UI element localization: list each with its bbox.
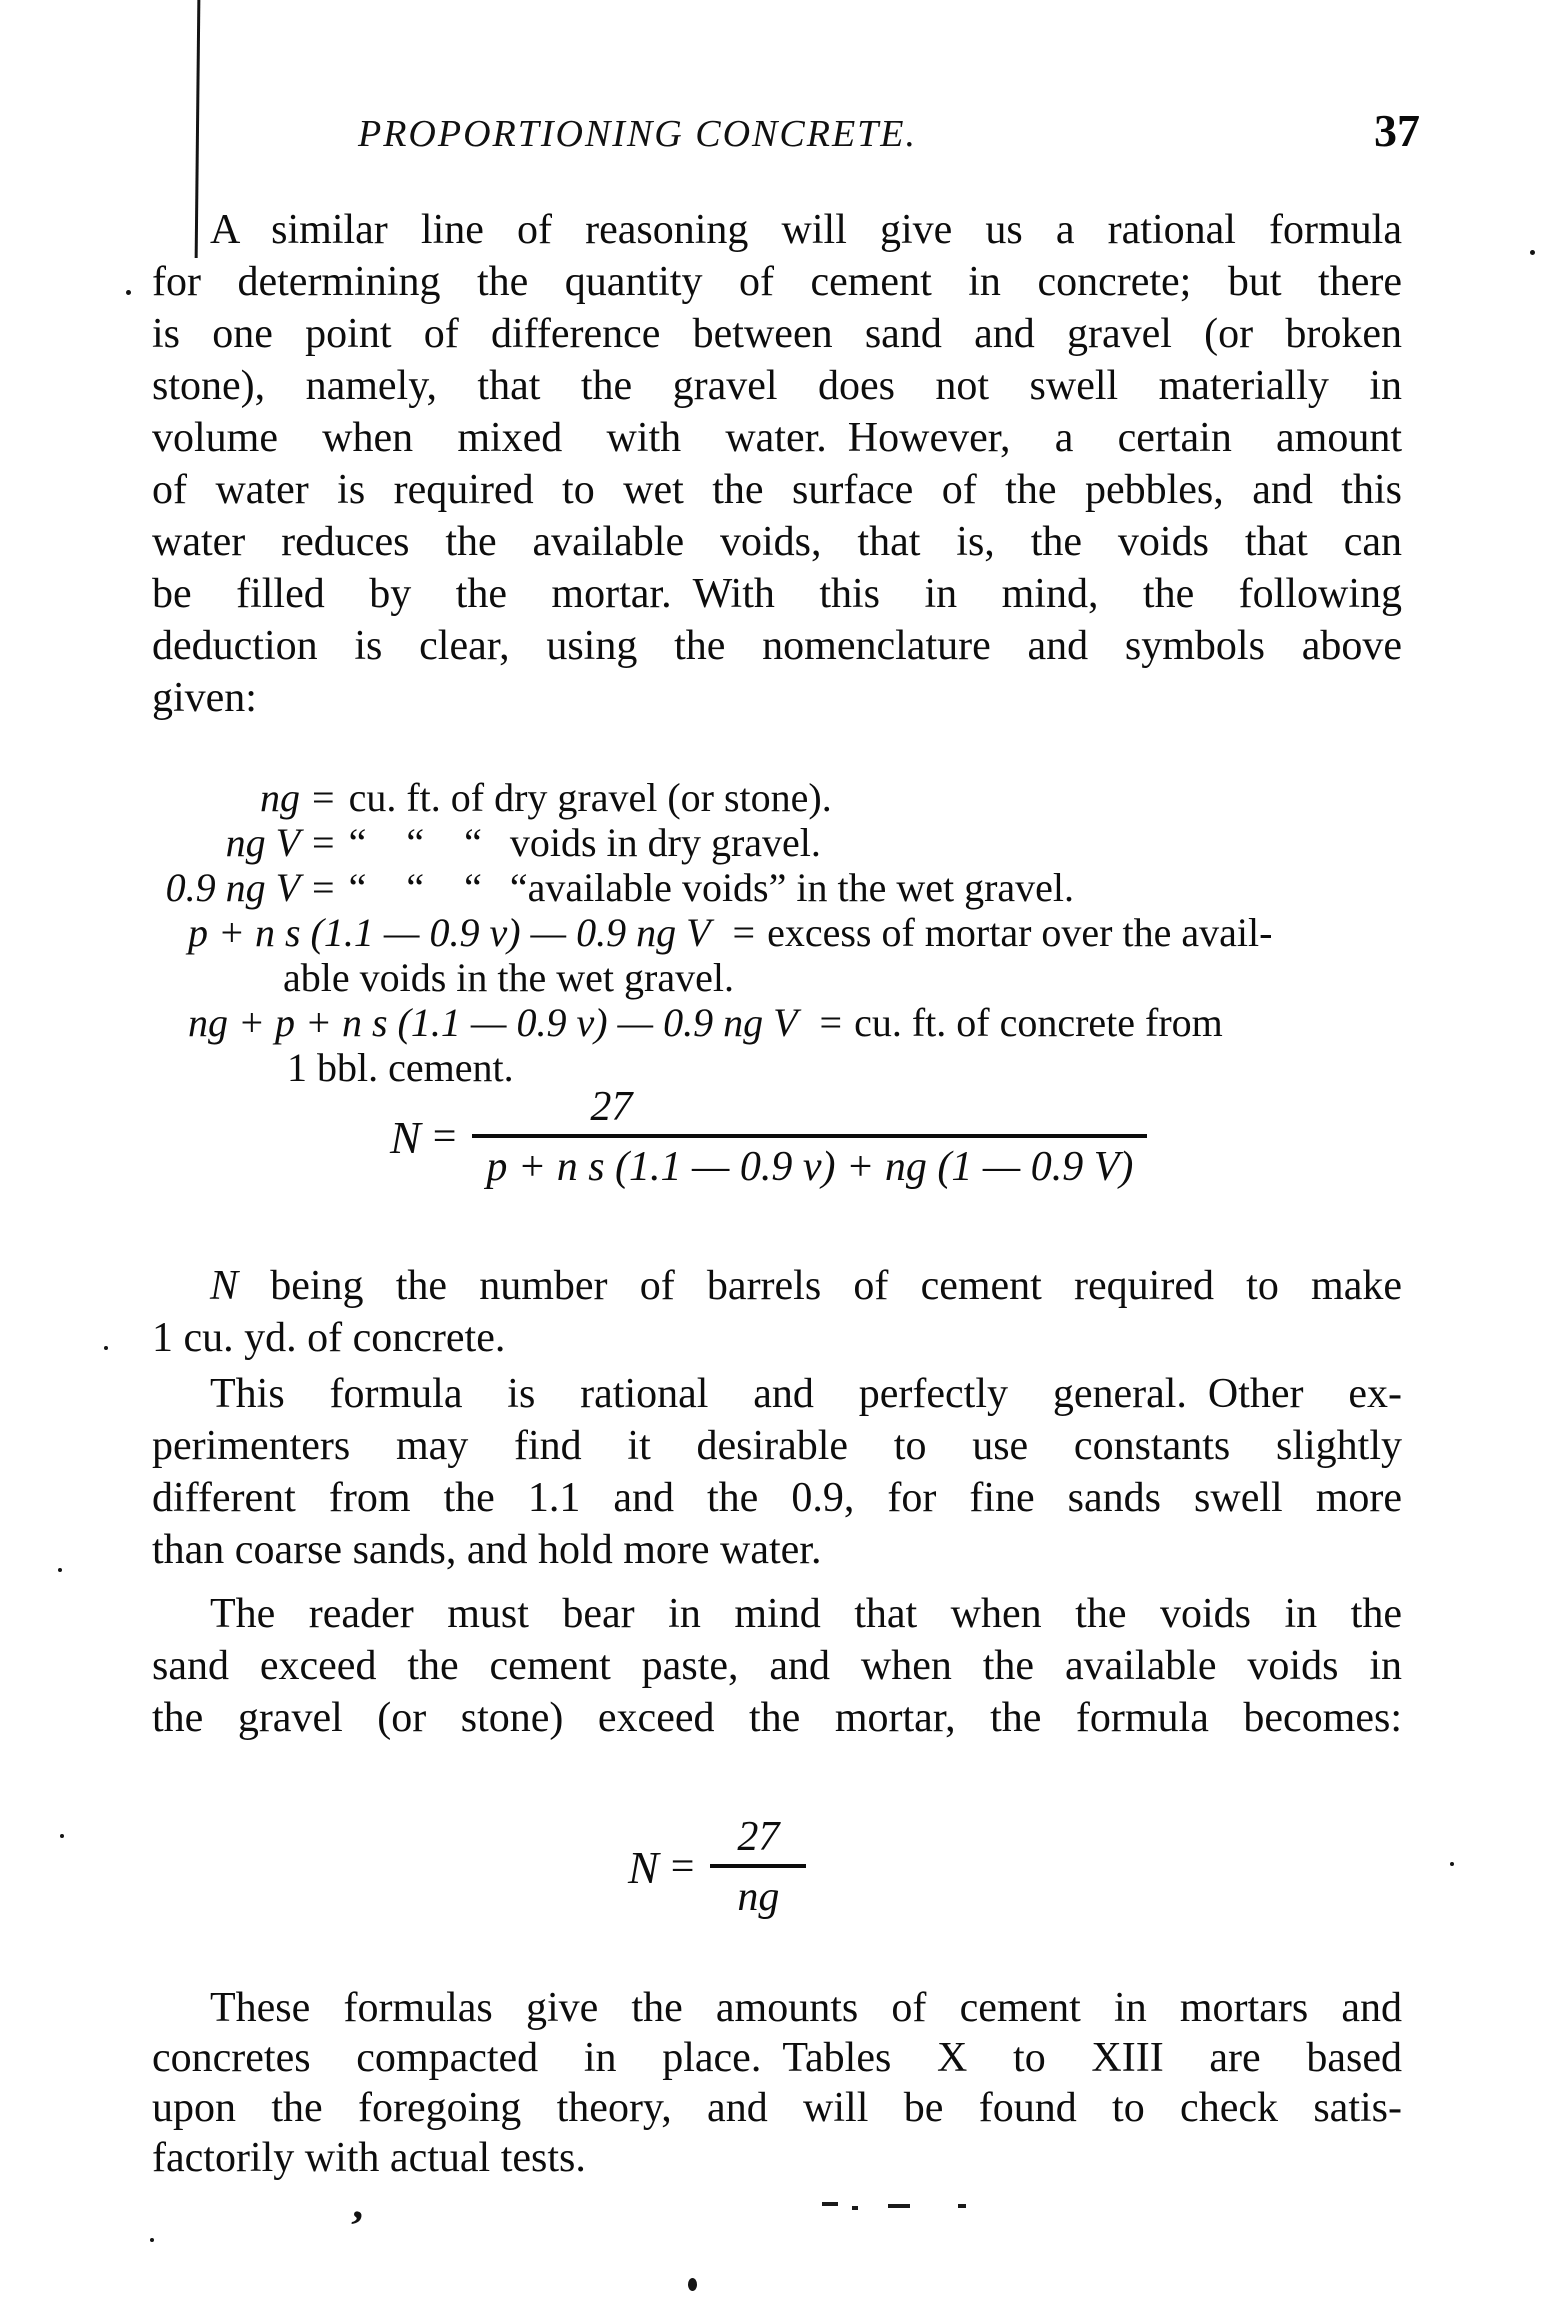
paragraph-intro	[152, 204, 1402, 724]
fraction-bar	[710, 1864, 806, 1868]
text-line: different from the 1.1 and the 0.9, for fine sands swell more	[152, 1475, 1402, 1521]
scan-artifact-dash	[958, 2204, 966, 2208]
paragraph-n-definition	[152, 1260, 1402, 1364]
math-symbol-N: N	[390, 1111, 421, 1163]
math-expression: p + n s (1.1 — 0.9 v) — 0.9 ng V	[188, 910, 711, 955]
equation-line	[188, 1000, 1450, 1045]
page-number: 37	[1374, 105, 1420, 156]
text-line: of water is required to wet the surface of the pebbles, and this	[152, 467, 1402, 513]
math-symbol-N: N	[628, 1841, 659, 1893]
definition-text: excess of mortar over the avail-	[767, 910, 1273, 955]
fraction-numerator: 27	[590, 1084, 633, 1130]
text-line: The reader must bear in mind that when the voids in the	[210, 1591, 1402, 1637]
text-line: stone), namely, that the gravel does not swell materially in	[152, 363, 1402, 409]
text-line: volume when mixed with water. However, a certain amount	[152, 415, 1402, 461]
formula-cement-per-cubic-yard	[390, 1082, 1147, 1192]
ditto-marks: “ “ “	[348, 865, 484, 910]
fraction	[472, 1082, 1147, 1192]
formula-simplified	[628, 1812, 806, 1922]
equation-continuation: able voids in the wet gravel.	[283, 955, 734, 1000]
scan-speck	[126, 290, 131, 295]
text-line: given:	[152, 675, 257, 721]
scan-artifact-dot	[688, 2278, 697, 2291]
scan-speck	[1450, 1862, 1454, 1866]
fraction-bar	[472, 1134, 1147, 1138]
definition-row	[150, 775, 1450, 820]
text-line: water reduces the available voids, that is, the voids that can	[152, 519, 1402, 565]
math-symbol: 0.9 ng V	[165, 865, 300, 910]
definition-row	[150, 820, 1450, 865]
equals-sign: =	[312, 865, 335, 910]
scan-artifact-dash	[888, 2204, 910, 2208]
text-line: sand exceed the cement paste, and when the available voids in	[152, 1643, 1402, 1689]
text-line: is one point of difference between sand and gravel (or broken	[152, 311, 1402, 357]
equals-sign: =	[819, 1000, 843, 1045]
math-symbol-N: N	[210, 1263, 239, 1309]
scan-artifact-dash	[822, 2202, 838, 2206]
scan-speck	[150, 2238, 154, 2242]
equals-sign: =	[732, 910, 756, 955]
definition-text: cu. ft. of dry gravel (or stone).	[348, 775, 832, 820]
text-line: These formulas give the amounts of cement in mortars and	[210, 1985, 1402, 2031]
text-line: than coarse sands, and hold more water.	[152, 1527, 822, 1573]
text-line: deduction is clear, using the nomenclature and symbols above	[152, 623, 1402, 669]
definition-text: cu. ft. of concrete from	[854, 1000, 1223, 1045]
text-line: for determining the quantity of cement in concrete; but there	[152, 259, 1402, 305]
scan-artifact-dash	[852, 2206, 858, 2210]
definition-text: “available voids” in the wet gravel.	[509, 865, 1075, 910]
equals-sign: =	[312, 820, 335, 865]
equals-sign: =	[312, 775, 335, 820]
scan-speck	[58, 1568, 62, 1572]
text-line	[152, 1260, 1402, 1312]
text-line: concretes compacted in place. Tables X to XIII are based	[152, 2035, 1402, 2081]
equals-sign: =	[670, 1844, 695, 1890]
paragraph-conclusion	[152, 1983, 1402, 2183]
scan-speck	[60, 1834, 64, 1838]
text-line: be filled by the mortar. With this in mind, the following	[152, 571, 1402, 617]
fraction	[710, 1812, 806, 1922]
equation-line	[188, 910, 1450, 955]
definition-row	[150, 865, 1450, 910]
text-line: perimenters may find it desirable to use constants slightly	[152, 1423, 1402, 1469]
fraction-denominator: p + n s (1.1 — 0.9 v) + ng (1 — 0.9 V)	[486, 1144, 1134, 1190]
ditto-marks: “ “ “	[348, 820, 484, 865]
text-segment: being the number of barrels of cement required to make	[238, 1263, 1402, 1309]
equals-sign: =	[432, 1114, 457, 1160]
math-expression: ng + p + n s (1.1 — 0.9 v) — 0.9 ng V	[188, 1000, 798, 1045]
text-line: factorily with actual tests.	[152, 2135, 586, 2181]
definition-text: voids in dry gravel.	[509, 820, 821, 865]
math-symbol: ng	[260, 775, 300, 820]
scan-speck	[104, 1346, 108, 1350]
paragraph-reader-note	[152, 1588, 1402, 1744]
equation-continuation: 1 bbl. cement.	[287, 1045, 514, 1090]
definition-list	[150, 775, 1450, 1090]
text-line: upon the foregoing theory, and will be found to check satis-	[152, 2085, 1402, 2131]
scan-artifact-comma: ‚	[348, 2178, 370, 2229]
fraction-numerator: 27	[737, 1814, 780, 1860]
text-line: This formula is rational and perfectly general. Other ex-	[210, 1371, 1402, 1417]
scan-speck	[1530, 250, 1535, 255]
paragraph-formula-generality	[152, 1368, 1402, 1576]
math-symbol: ng V	[225, 820, 300, 865]
running-head: PROPORTIONING CONCRETE.	[358, 113, 917, 155]
text-line: the gravel (or stone) exceed the mortar, the formula becomes:	[152, 1695, 1402, 1741]
text-line: A similar line of reasoning will give us a rational formula	[210, 207, 1402, 253]
fraction-denominator: ng	[737, 1874, 780, 1920]
text-line: 1 cu. yd. of concrete.	[152, 1315, 506, 1361]
